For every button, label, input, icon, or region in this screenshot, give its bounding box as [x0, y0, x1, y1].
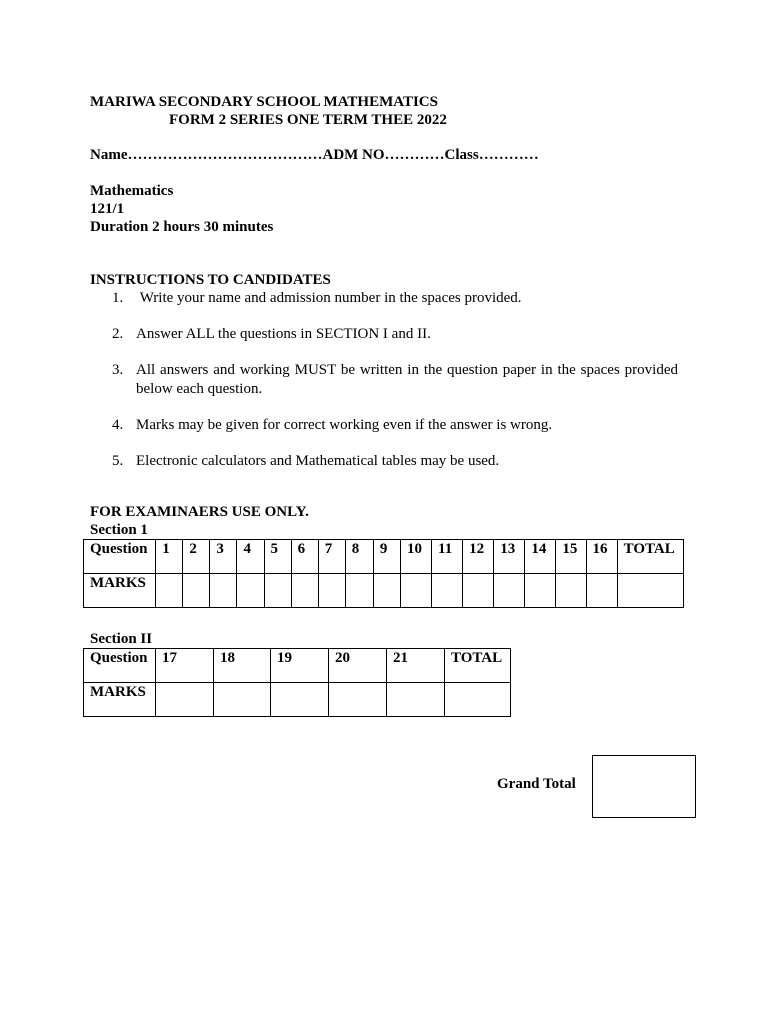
section2-marks-row — [84, 683, 511, 717]
instruction-text: Marks may be given for correct working even if the answer is wrong. — [136, 417, 553, 433]
instruction-text: All answers and working MUST be written in the question paper in the spaces provided below each question. — [136, 362, 682, 397]
question-number-cell: 9 — [373, 540, 400, 574]
question-number-cell: 1 — [156, 540, 183, 574]
section1-question-row — [84, 540, 684, 574]
section1-marks-table — [83, 539, 684, 608]
question-number-cell: 3 — [210, 540, 237, 574]
grand-total-label: Grand Total — [497, 776, 576, 792]
instruction-text: Electronic calculators and Mathematical tables may be used. — [136, 453, 500, 469]
marks-entry-cell[interactable] — [400, 574, 431, 608]
marks-entry-cell[interactable] — [494, 574, 525, 608]
instruction-number: 3. — [112, 362, 124, 378]
instruction-number: 2. — [112, 326, 124, 342]
marks-entry-cell[interactable] — [183, 574, 210, 608]
question-number-cell: TOTAL — [445, 649, 511, 683]
question-number-cell: 21 — [387, 649, 445, 683]
question-number-cell: 8 — [345, 540, 373, 574]
section1-marks-row — [84, 574, 684, 608]
instruction-number: 1. — [112, 290, 124, 306]
question-number-cell: 11 — [432, 540, 463, 574]
instruction-item — [112, 416, 678, 435]
question-number-cell: 4 — [237, 540, 264, 574]
question-number-cell: 19 — [271, 649, 329, 683]
instruction-number: 5. — [112, 453, 124, 469]
instruction-item — [112, 452, 678, 471]
marks-entry-cell[interactable] — [387, 683, 445, 717]
school-title: MARIWA SECONDARY SCHOOL MATHEMATICS — [90, 94, 438, 110]
marks-entry-cell[interactable] — [214, 683, 271, 717]
question-number-cell: 5 — [264, 540, 291, 574]
question-number-cell: 17 — [156, 649, 214, 683]
marks-entry-cell[interactable] — [556, 574, 586, 608]
marks-entry-cell[interactable] — [318, 574, 345, 608]
question-number-cell: 10 — [400, 540, 431, 574]
marks-entry-cell[interactable] — [586, 574, 617, 608]
section2-question-row — [84, 649, 511, 683]
marks-entry-cell[interactable] — [156, 574, 183, 608]
instruction-item — [112, 289, 678, 308]
examiner-heading: FOR EXAMINAERS USE ONLY. — [90, 504, 309, 520]
sec2-marks-header: MARKS — [84, 683, 156, 717]
section2-marks-table — [83, 648, 511, 717]
marks-entry-cell[interactable] — [345, 574, 373, 608]
instructions-heading: INSTRUCTIONS TO CANDIDATES — [90, 272, 331, 288]
marks-entry-cell[interactable] — [463, 574, 494, 608]
marks-entry-cell[interactable] — [373, 574, 400, 608]
sec1-question-header: Question — [84, 540, 156, 574]
question-number-cell: 6 — [291, 540, 318, 574]
paper-code: 121/1 — [90, 201, 125, 217]
sec1-marks-header: MARKS — [84, 574, 156, 608]
marks-entry-cell[interactable] — [237, 574, 264, 608]
grand-total-box[interactable] — [592, 755, 696, 818]
question-number-cell: 15 — [556, 540, 586, 574]
exam-title: FORM 2 SERIES ONE TERM THEE 2022 — [169, 112, 447, 128]
candidate-details-line: Name…………………………………ADM NO…………Class………… — [90, 147, 539, 163]
question-number-cell: 18 — [214, 649, 271, 683]
question-number-cell: 2 — [183, 540, 210, 574]
subject-name: Mathematics — [90, 183, 174, 199]
instruction-text: Answer ALL the questions in SECTION I and II. — [136, 326, 431, 342]
section2-label: Section II — [90, 631, 153, 647]
instruction-text: Write your name and admission number in the spaces provided. — [136, 290, 522, 306]
sec2-question-header: Question — [84, 649, 156, 683]
question-number-cell: 16 — [586, 540, 617, 574]
marks-entry-cell[interactable] — [329, 683, 387, 717]
marks-entry-cell[interactable] — [525, 574, 556, 608]
marks-entry-cell[interactable] — [210, 574, 237, 608]
question-number-cell: 7 — [318, 540, 345, 574]
instruction-number: 4. — [112, 417, 124, 433]
section1-label: Section 1 — [90, 522, 148, 538]
question-number-cell: 13 — [494, 540, 525, 574]
instructions-list — [112, 289, 682, 488]
instruction-item — [112, 325, 678, 344]
marks-entry-cell[interactable] — [432, 574, 463, 608]
marks-entry-cell[interactable] — [271, 683, 329, 717]
question-number-cell: TOTAL — [617, 540, 683, 574]
marks-entry-cell[interactable] — [445, 683, 511, 717]
marks-entry-cell[interactable] — [617, 574, 683, 608]
instruction-item — [112, 361, 682, 399]
question-number-cell: 14 — [525, 540, 556, 574]
marks-entry-cell[interactable] — [291, 574, 318, 608]
paper-duration: Duration 2 hours 30 minutes — [90, 219, 274, 235]
marks-entry-cell[interactable] — [156, 683, 214, 717]
marks-entry-cell[interactable] — [264, 574, 291, 608]
question-number-cell: 20 — [329, 649, 387, 683]
question-number-cell: 12 — [463, 540, 494, 574]
